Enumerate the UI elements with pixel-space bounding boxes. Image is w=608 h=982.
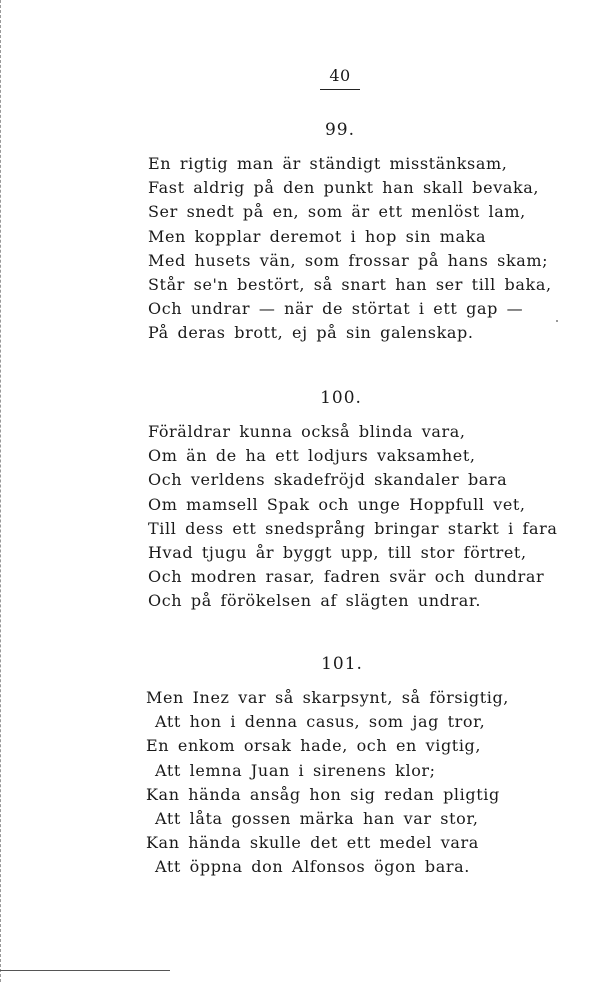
verse-line: Men Inez var så skarpsynt, så försigtig, xyxy=(146,688,509,707)
verse-line: Att låta gossen märka han var stor, xyxy=(155,808,479,828)
page-left-edge xyxy=(0,0,3,982)
verse-line: Att hon i denna casus, som jag tror, xyxy=(155,712,486,732)
verse-line: Står se'n bestört, så snart han ser till baka, xyxy=(148,274,552,294)
verse-line: Föräldrar kunna också blinda vara, xyxy=(148,422,466,441)
verse-line: Och modren rasar, fadren svär och dundrar xyxy=(148,567,545,587)
verse-line: En enkom orsak hade, och en vigtig, xyxy=(146,736,482,756)
stanza-101 xyxy=(146,686,509,880)
stanza-99 xyxy=(148,152,552,346)
verse-line: Till dess ett snedsprång bringar starkt i fara xyxy=(148,518,558,538)
paper-speck xyxy=(556,320,558,322)
page-number: 40 xyxy=(320,66,360,90)
verse-line: Om mamsell Spak och unge Hoppfull vet, xyxy=(148,494,526,514)
stanza-number-99: 99. xyxy=(324,120,356,140)
verse-line: Att lemna Juan i sirenens klor; xyxy=(155,760,436,780)
verse-line: Med husets vän, som frossar på hans skam; xyxy=(148,250,549,270)
verse-line: Och på förökelsen af slägten undrar. xyxy=(148,591,482,611)
verse-line: Och undrar — när de störtat i ett gap — xyxy=(148,299,524,319)
verse-line: Och verldens skadefröjd skandaler bara xyxy=(148,470,508,490)
page-bottom-edge xyxy=(0,970,170,971)
stanza-number-101: 101. xyxy=(321,654,363,674)
stanza-100 xyxy=(148,420,558,614)
verse-line: Ser snedt på en, som är ett menlöst lam, xyxy=(148,202,526,222)
verse-line: En rigtig man är ständigt misstänksam, xyxy=(148,154,508,173)
verse-line: Fast aldrig på den punkt han skall bevaka, xyxy=(148,178,540,198)
verse-line: Om än de ha ett lodjurs vaksamhet, xyxy=(148,446,476,466)
verse-line: Att öppna don Alfonsos ögon bara. xyxy=(155,857,470,877)
verse-line: Kan hända skulle det ett medel vara xyxy=(146,833,479,853)
stanza-number-100: 100. xyxy=(320,388,362,408)
verse-line: Men kopplar deremot i hop sin maka xyxy=(148,226,487,246)
verse-line: Kan hända ansåg hon sig redan pligtig xyxy=(146,784,500,804)
verse-line: På deras brott, ej på sin galenskap. xyxy=(148,323,474,343)
verse-line: Hvad tjugu år byggt upp, till stor förtret, xyxy=(148,542,527,562)
